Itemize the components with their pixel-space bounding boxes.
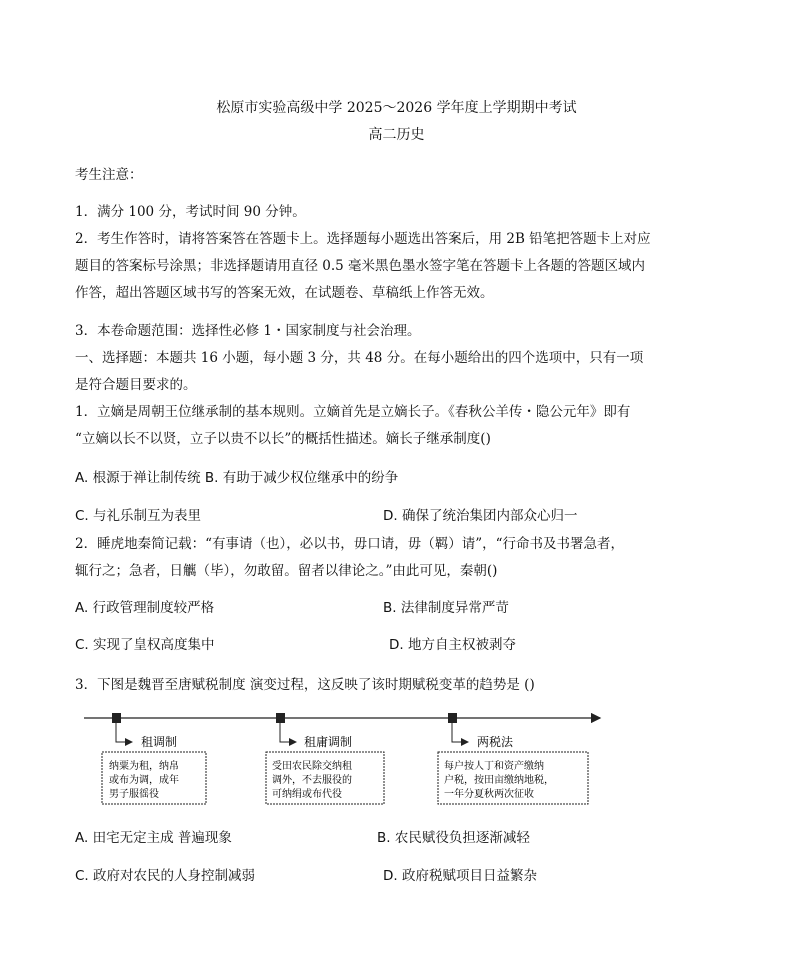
stage-marker-1 xyxy=(112,713,121,723)
stage-name-1: 租调制 xyxy=(141,735,178,749)
q2-stem-line-2: 辄行之；急者，日觽（毕），勿敢留。留者以律论之。”由此可见，秦朝() xyxy=(75,563,498,579)
stage-name-2: 租庸调制 xyxy=(304,735,353,749)
stage-desc-3-line-2: 户税，按田亩缴纳地税， xyxy=(444,775,554,786)
stage-desc-1-line-3: 男子服徭役 xyxy=(109,789,159,800)
q3-option-b: B. 农民赋役负担逐渐减轻 xyxy=(377,830,530,846)
exam-title: 松原市实验高级中学 2025～2026 学年度上学期期中考试 xyxy=(216,100,577,116)
note-2-line-1: 2．考生作答时，请将答案答在答题卡上。选择题每小题选出答案后，用 2B 铅笔把答题卡上对应 xyxy=(75,231,651,247)
stage-connector-2 xyxy=(280,723,296,742)
section-1-line-2: 是符合题目要求的。 xyxy=(75,377,197,393)
stage-desc-3-line-3: 一年分夏秋两次征收 xyxy=(444,789,534,800)
stage-connector-1 xyxy=(116,723,132,742)
q1-option-c: C. 与礼乐制互为表里 xyxy=(75,508,202,524)
stage-name-3: 两税法 xyxy=(477,735,514,749)
q2-option-a: A. 行政管理制度较严格 xyxy=(75,600,215,616)
q3-option-a: A. 田宅无定主成 普遍现象 xyxy=(75,830,232,846)
q1-option-a-b: A. 根源于禅让制传统 B. 有助于减少权位继承中的纷争 xyxy=(75,470,399,486)
notes-heading: 考生注意： xyxy=(75,167,143,183)
q3-option-d: D. 政府税赋项目日益繁杂 xyxy=(383,868,537,884)
stage-desc-3-line-1: 每户按人丁和资产缴纳 xyxy=(444,761,544,772)
note-1: 1．满分 100 分，考试时间 90 分钟。 xyxy=(75,204,306,220)
note-3: 3．本卷命题范围：选择性必修 1・国家制度与社会治理。 xyxy=(75,323,421,339)
stage-desc-2-line-3: 可纳绢或布代役 xyxy=(272,789,342,800)
note-2-line-3: 作答，超出答题区域书写的答案无效，在试题卷、草稿纸上作答无效。 xyxy=(75,285,494,301)
q3-option-c: C. 政府对农民的人身控制减弱 xyxy=(75,868,256,884)
section-1-line-1: 一、选择题：本题共 16 小题，每小题 3 分，共 48 分。在每小题给出的四个选项中，只有一项 xyxy=(75,350,644,366)
q3-stem: 3．下图是魏晋至唐赋税制度 演变过程，这反映了该时期赋税变革的趋势是 () xyxy=(75,677,535,693)
q1-stem-line-2: “立嫡以长不以贤，立子以贵不以长”的概括性描述。嫡长子继承制度() xyxy=(75,431,491,447)
q2-option-c: C. 实现了皇权高度集中 xyxy=(75,637,215,653)
q2-option-b: B. 法律制度异常严苛 xyxy=(383,600,509,616)
stage-connector-3 xyxy=(452,723,468,742)
q1-option-d: D. 确保了统治集团内部众心归一 xyxy=(383,508,578,524)
stage-marker-3 xyxy=(448,713,457,723)
stage-desc-1-line-2: 或布为调，成年 xyxy=(109,775,179,786)
stage-desc-2-line-2: 调外，不去服役的 xyxy=(272,775,352,786)
q1-stem-line-1: 1．立嫡是周朝王位继承制的基本规则。立嫡首先是立嫡长子。《春秋公羊传・隐公元年》即有 xyxy=(75,404,631,420)
tax-reform-diagram xyxy=(0,708,793,818)
exam-subject: 高二历史 xyxy=(368,127,425,143)
stage-desc-1-line-1: 纳粟为租，纳帛 xyxy=(109,761,179,772)
q2-option-d: D. 地方自主权被剥夺 xyxy=(389,637,516,653)
q2-stem-line-1: 2．睡虎地秦简记载：“有事请（也），必以书，毋口请，毋（羁）请”，“行命书及书署急者， xyxy=(75,536,625,552)
stage-desc-2-line-1: 受田农民除交纳租 xyxy=(272,761,352,772)
note-2-line-2: 题目的答案标号涂黑；非选择题请用直径 0.5 毫米黑色墨水签字笔在答题卡上各题的答题区域内 xyxy=(75,258,646,274)
stage-marker-2 xyxy=(276,713,285,723)
